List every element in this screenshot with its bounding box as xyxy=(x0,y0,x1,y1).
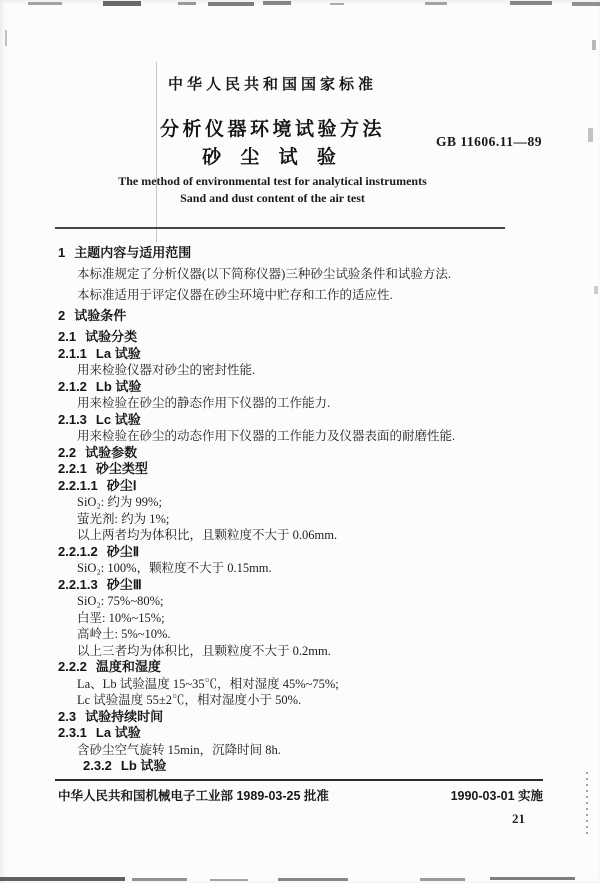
section-heading xyxy=(58,758,558,775)
section-heading xyxy=(58,329,558,346)
section-title: 试验条件 xyxy=(74,308,127,323)
section-heading xyxy=(58,659,558,676)
paragraph-text: 用来检验在砂尘的静态作用下仪器的工作能力. xyxy=(77,396,331,410)
section-title: La 试验 xyxy=(95,345,141,361)
scan-artifact xyxy=(420,878,465,881)
section-title: 试验持续时间 xyxy=(85,708,164,724)
paragraph-line xyxy=(58,395,558,412)
section-number: 2.1 xyxy=(58,329,77,344)
paragraph-text: 本标准适用于评定仪器在砂尘环境中贮存和工作的适应性. xyxy=(77,288,393,302)
scan-artifact xyxy=(586,772,588,834)
section-number: 2.3.1 xyxy=(58,725,87,740)
paragraph-text: SiO₂: 75%~80%; xyxy=(77,594,164,608)
section-title: 温度和湿度 xyxy=(95,659,161,674)
paragraph-line xyxy=(58,626,558,643)
scan-artifact xyxy=(0,877,125,881)
paragraph-text: 含砂尘空气旋转 15min，沉降时间 8h. xyxy=(77,742,281,757)
section-heading xyxy=(58,544,558,561)
section-title: Lb 试验 xyxy=(95,378,142,394)
paragraph-text: 白垩: 10%~15%; xyxy=(77,610,165,625)
paragraph-text: SiO₂: 100%，颗粒度不大于 0.15mm. xyxy=(77,561,272,575)
section-heading xyxy=(58,709,558,726)
paragraph-line xyxy=(58,428,558,445)
section-title: 砂尘Ⅰ xyxy=(106,477,137,493)
paragraph-line xyxy=(58,643,558,660)
standard-label: 中华人民共和国国家标准 xyxy=(167,76,377,93)
section-number: 1 xyxy=(58,245,66,260)
paragraph-text: 萤光剂: 约为 1%; xyxy=(77,511,170,526)
section-title: 砂尘Ⅱ xyxy=(106,543,140,559)
paragraph-line xyxy=(58,494,558,511)
paragraph-text: 以上三者均为体积比，且颗粒度不大于 0.2mm. xyxy=(77,643,331,658)
scan-artifact xyxy=(28,2,62,5)
paragraph-line xyxy=(58,511,558,528)
section-number: 2.2.1.1 xyxy=(58,477,98,493)
scan-artifact xyxy=(330,3,344,5)
section-number: 2.3.2 xyxy=(83,758,112,773)
paragraph-text: SiO₂: 约为 99%; xyxy=(77,495,162,509)
section-heading xyxy=(58,445,558,462)
standard-code: GB 11606.11—89 xyxy=(436,134,543,149)
section-title: 试验参数 xyxy=(85,444,138,460)
scan-artifact xyxy=(178,2,196,5)
scan-artifact xyxy=(425,2,447,5)
section-title: Lb 试验 xyxy=(120,758,167,773)
section-number: 2.1.2 xyxy=(58,378,87,394)
scan-artifact xyxy=(103,1,141,6)
paragraph-text: Lc 试验温度 55±2℃，相对湿度小于 50%. xyxy=(77,693,302,707)
document-title-en-line2: Sand and dust content of the air test xyxy=(180,191,365,205)
section-heading xyxy=(58,379,558,396)
document-subtitle-cn: 砂 尘 试 验 xyxy=(202,147,343,168)
section-title: 主题内容与适用范围 xyxy=(74,245,192,260)
section-title: 试验分类 xyxy=(85,329,138,344)
paragraph-text: 本标准规定了分析仪器(以下简称仪器)三种砂尘试验条件和试验方法. xyxy=(77,267,451,281)
scan-artifact xyxy=(5,30,7,46)
paragraph-text: La、Lb 试验温度 15~35℃，相对湿度 45%~75%; xyxy=(77,676,339,691)
section-heading xyxy=(58,346,558,363)
scan-artifact xyxy=(510,1,552,5)
implementation-note: 1990-03-01 实施 xyxy=(450,789,543,803)
section-number: 2.2.1.3 xyxy=(58,576,98,592)
document-title-en-line1: The method of environmental test for analytical instruments xyxy=(118,174,427,188)
scan-artifact xyxy=(208,2,254,6)
section-heading xyxy=(58,412,558,429)
paragraph-text: 高岭土: 5%~10%. xyxy=(77,627,171,641)
paragraph-line xyxy=(58,742,558,759)
section-number: 2.1.1 xyxy=(58,345,87,361)
document-title-cn: 分析仪器环境试验方法 xyxy=(159,119,385,140)
section-title: La 试验 xyxy=(95,725,141,740)
paragraph-text: 用来检验仪器对砂尘的密封性能. xyxy=(77,363,256,377)
section-title: Lc 试验 xyxy=(95,411,141,427)
scan-artifact xyxy=(210,879,248,881)
section-number: 2 xyxy=(58,308,66,323)
paragraph-line xyxy=(58,692,558,709)
section-heading xyxy=(58,461,558,478)
scan-artifact xyxy=(278,878,348,881)
section-heading xyxy=(58,478,558,495)
paragraph-line xyxy=(58,362,558,379)
scan-artifact xyxy=(490,877,575,880)
paragraph-line xyxy=(58,676,558,693)
paragraph-line xyxy=(58,527,558,544)
section-heading xyxy=(58,308,558,325)
scan-artifact xyxy=(132,878,187,881)
section-number: 2.2 xyxy=(58,444,77,460)
section-number: 2.3 xyxy=(58,708,77,724)
section-title: 砂尘类型 xyxy=(95,461,148,476)
paragraph-line xyxy=(58,287,558,304)
scan-artifact xyxy=(592,40,596,50)
section-heading xyxy=(58,725,558,742)
scan-artifact xyxy=(572,2,600,6)
section-number: 2.2.1.2 xyxy=(58,543,98,559)
footer-divider xyxy=(55,779,543,781)
scan-artifact xyxy=(588,128,593,142)
section-number: 2.1.3 xyxy=(58,411,87,427)
scan-artifact xyxy=(594,286,598,294)
paragraph-line xyxy=(58,610,558,627)
paragraph-line xyxy=(58,593,558,610)
page-number: 21 xyxy=(512,811,525,826)
section-number: 2.2.1 xyxy=(58,461,87,476)
section-heading xyxy=(58,245,558,262)
section-heading xyxy=(58,577,558,594)
scan-artifact xyxy=(263,1,291,5)
paragraph-line xyxy=(58,266,558,283)
approval-note: 中华人民共和国机械电子工业部 1989-03-25 批准 xyxy=(58,789,329,803)
paragraph-text: 用来检验在砂尘的动态作用下仪器的工作能力及仪器表面的耐磨性能. xyxy=(77,429,456,443)
paragraph-text: 以上两者均为体积比，且颗粒度不大于 0.06mm. xyxy=(77,528,338,542)
section-number: 2.2.2 xyxy=(58,659,87,674)
body-lines xyxy=(58,238,558,775)
section-title: 砂尘Ⅲ xyxy=(106,576,142,592)
header-divider xyxy=(55,227,505,229)
paragraph-line xyxy=(58,560,558,577)
